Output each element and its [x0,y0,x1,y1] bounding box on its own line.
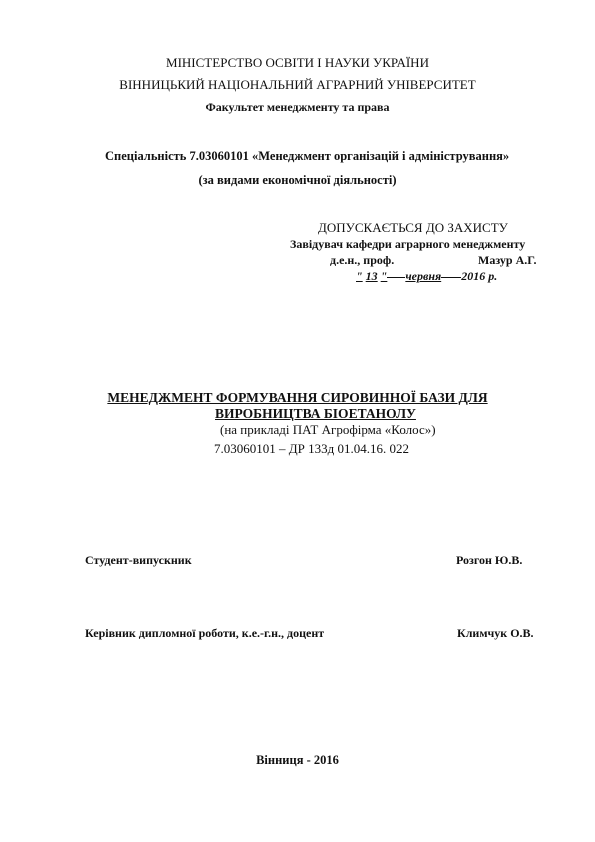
approval-head-name: Мазур А.Г. [478,253,537,267]
approval-heading: ДОПУСКАЄТЬСЯ ДО ЗАХИСТУ [318,220,508,235]
supervisor-name: Климчук О.В. [457,626,534,640]
student-label: Студент-випускник [85,553,192,567]
approval-date [352,268,497,284]
supervisor-label: Керівник дипломної роботи, к.е.-г.н., доцент [85,626,325,640]
thesis-example: (на прикладі ПАТ Агрофірма «Колос») [220,422,436,437]
thesis-code: 7.03060101 – ДР 133д 01.04.16. 022 [214,441,409,456]
university-heading: ВІННИЦЬКИЙ НАЦІОНАЛЬНИЙ АГРАРНИЙ УНІВЕРСИТЕТ [119,77,476,92]
date-day: 13 [365,269,378,283]
specialty-subline: (за видами економічної діяльності) [198,173,397,187]
date-month: червня [405,269,442,283]
date-year: 2016 р. [461,269,498,283]
specialty-line: Спеціальність 7.03060101 «Менеджмент організацій і адміністрування» [105,149,510,163]
date-blank-before-month [387,277,405,278]
thesis-title-line2: ВИРОБНИЦТВА БІОЕТАНОЛУ [215,406,416,421]
faculty-heading: Факультет менеджменту та права [205,100,390,114]
thesis-title-line1: МЕНЕДЖМЕНТ ФОРМУВАННЯ СИРОВИННОЇ БАЗИ ДЛЯ [107,390,488,405]
student-name: Розгон Ю.В. [456,553,523,567]
approval-degree: д.е.н., проф. [330,253,395,267]
approval-position: Завідувач кафедри аграрного менеджменту [290,237,526,251]
date-blank-after-month [441,277,461,278]
date-open-quote: " [356,269,363,283]
date-mid-quote: " [380,269,388,283]
city-year: Вінниця - 2016 [256,753,339,767]
ministry-heading: МІНІСТЕРСТВО ОСВІТИ І НАУКИ УКРАЇНИ [166,55,429,70]
